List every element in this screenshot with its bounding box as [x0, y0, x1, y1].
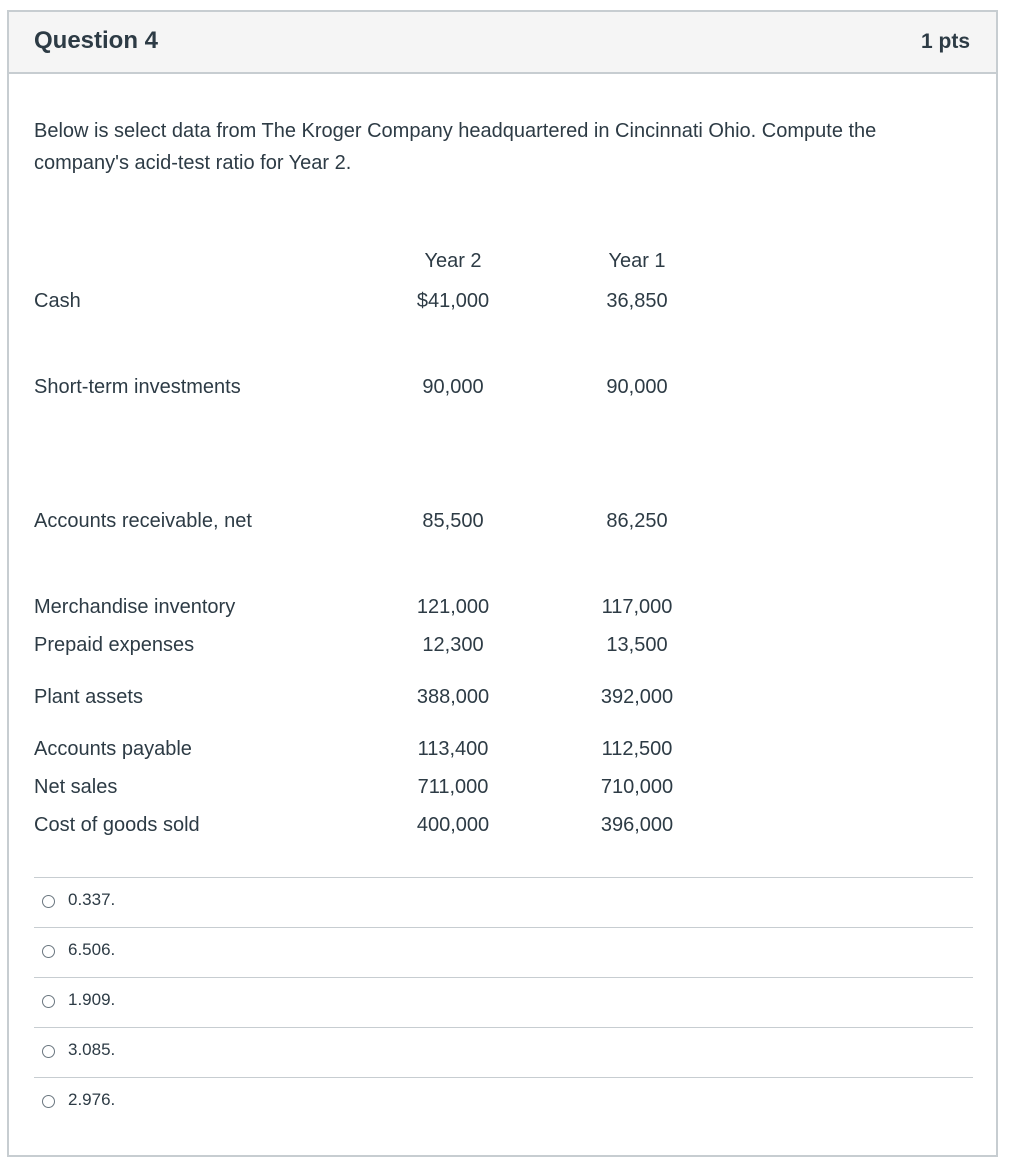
answer-label[interactable]: 0.337.	[68, 890, 116, 909]
answer-list	[34, 877, 973, 1127]
radio-button[interactable]	[42, 895, 55, 908]
radio-button[interactable]	[42, 995, 55, 1008]
radio-button[interactable]	[42, 945, 55, 958]
row-label-cost-of-goods-sold: Cost of goods sold	[34, 814, 200, 836]
row-label-accounts-payable: Accounts payable	[34, 738, 192, 760]
answer-label[interactable]: 3.085.	[68, 1040, 116, 1059]
row-label-cash: Cash	[34, 290, 81, 312]
row-value-year1: 117,000	[601, 596, 673, 618]
radio-button[interactable]	[42, 1095, 55, 1108]
header-year2: Year 2	[424, 250, 482, 272]
row-label-merchandise-inventory: Merchandise inventory	[34, 596, 236, 618]
answer-label[interactable]: 6.506.	[68, 940, 116, 959]
row-value-year2: 388,000	[416, 686, 490, 708]
row-value-year2: 90,000	[422, 376, 484, 398]
answer-option[interactable]	[34, 1077, 973, 1127]
answer-label[interactable]: 1.909.	[68, 990, 116, 1009]
row-value-year2: 711,000	[417, 776, 489, 798]
row-value-year1: 396,000	[600, 814, 674, 836]
row-value-year2: 400,000	[416, 814, 490, 836]
answer-option[interactable]	[34, 977, 973, 1027]
row-value-year2: 12,300	[422, 634, 484, 656]
answer-label[interactable]: 2.976.	[68, 1090, 116, 1109]
row-value-year1: 86,250	[606, 510, 668, 532]
row-value-year1: 13,500	[606, 634, 668, 656]
row-label-prepaid-expenses: Prepaid expenses	[34, 634, 195, 656]
row-value-year1: 90,000	[606, 376, 668, 398]
answer-option[interactable]	[34, 927, 973, 977]
row-value-year1: 112,500	[601, 738, 673, 760]
row-value-year2: 85,500	[422, 510, 484, 532]
row-value-year1: 392,000	[600, 686, 674, 708]
question-points: 1 pts	[920, 30, 970, 53]
question-card	[7, 10, 998, 1157]
answer-option[interactable]	[34, 1027, 973, 1077]
row-value-year2: 121,000	[416, 596, 490, 618]
question-header	[9, 12, 996, 74]
header-year1: Year 1	[608, 250, 666, 272]
row-label-net-sales: Net sales	[34, 776, 118, 798]
row-value-year2: 113,400	[417, 738, 489, 760]
row-value-year1: 36,850	[606, 290, 668, 312]
question-title: Question 4	[34, 27, 159, 54]
row-value-year2: $41,000	[416, 290, 490, 312]
row-label-plant-assets: Plant assets	[34, 686, 143, 708]
row-label-accounts-receivable: Accounts receivable, net	[34, 510, 252, 532]
question-prompt: Below is select data from The Kroger Company headquartered in Cincinnati Ohio. Compute the company's acid-test ratio for Year 2.	[34, 120, 877, 174]
row-label-short-term-investments: Short-term investments	[34, 376, 241, 398]
radio-button[interactable]	[42, 1045, 55, 1058]
row-value-year1: 710,000	[600, 776, 674, 798]
answer-option[interactable]	[34, 877, 973, 927]
